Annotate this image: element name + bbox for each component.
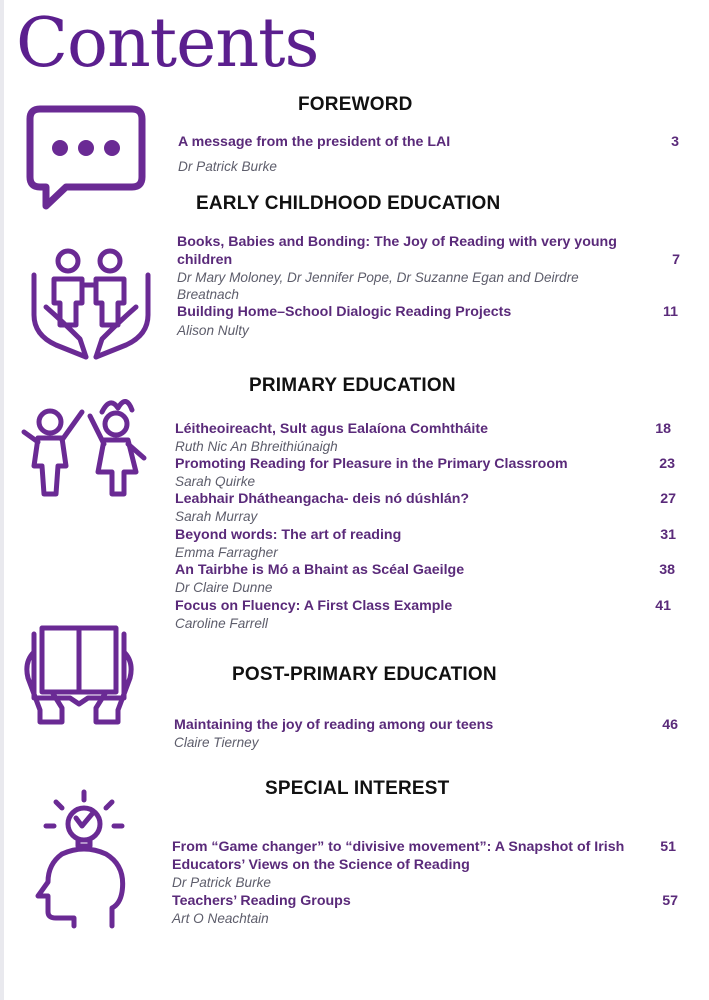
article-author: Claire Tierney — [174, 735, 259, 750]
page-title: Contents — [16, 4, 319, 83]
section-heading-primary: PRIMARY EDUCATION — [249, 375, 456, 396]
article-author: Alison Nulty — [177, 323, 249, 338]
open-book-hands-icon — [22, 622, 136, 726]
article-title[interactable]: Focus on Fluency: A First Class Example — [175, 598, 453, 614]
article-author: Dr Mary Moloney, Dr Jennifer Pope, Dr Suzanne Egan and Deirdre Breatnach — [177, 270, 579, 302]
article-author: Dr Patrick Burke — [172, 875, 271, 890]
head-lightbulb-icon — [34, 788, 134, 930]
article-author: Caroline Farrell — [175, 616, 268, 631]
article-page[interactable]: 57 — [662, 893, 678, 909]
article-page[interactable]: 11 — [663, 304, 678, 320]
speech-bubble-icon — [24, 104, 148, 212]
article-page[interactable]: 27 — [660, 491, 676, 507]
article-title[interactable]: A message from the president of the LAI — [178, 134, 451, 150]
article-author: Emma Farragher — [175, 545, 278, 560]
article-title[interactable]: Léitheoireacht, Sult agus Ealaíona Comhtháite — [175, 421, 488, 437]
family-hands-icon — [26, 245, 156, 363]
article-page[interactable]: 41 — [655, 598, 671, 614]
article-author: Dr Patrick Burke — [178, 159, 277, 174]
article-page[interactable]: 31 — [660, 527, 676, 543]
article-author: Art O Neachtain — [172, 911, 269, 926]
article-author: Dr Claire Dunne — [175, 580, 273, 595]
article-title[interactable]: An Tairbhe is Mó a Bhaint as Scéal Gaeilge — [175, 562, 465, 578]
article-page[interactable]: 3 — [671, 134, 679, 150]
section-heading-post-primary: POST-PRIMARY EDUCATION — [232, 664, 497, 685]
article-title[interactable]: Beyond words: The art of reading — [175, 527, 402, 543]
children-playing-icon — [20, 388, 150, 500]
section-heading-foreword: FOREWORD — [298, 94, 413, 115]
article-title[interactable]: Leabhair Dhátheangacha- deis nó dúshlán? — [175, 491, 470, 507]
article-page[interactable]: 38 — [659, 562, 675, 578]
article-title[interactable]: Maintaining the joy of reading among our teens — [174, 717, 494, 733]
page-edge — [0, 0, 4, 1000]
article-page[interactable]: 23 — [659, 456, 675, 472]
article-author: Sarah Murray — [175, 509, 258, 524]
section-heading-special-interest: SPECIAL INTEREST — [265, 778, 450, 799]
article-title[interactable]: Building Home–School Dialogic Reading Projects — [177, 304, 512, 320]
article-page[interactable]: 46 — [662, 717, 678, 733]
article-page[interactable]: 18 — [655, 421, 671, 437]
article-author: Ruth Nic An Bhreithiúnaigh — [175, 439, 338, 454]
article-author: Sarah Quirke — [175, 474, 256, 489]
article-page[interactable]: 51 — [660, 839, 676, 855]
article-title[interactable]: Promoting Reading for Pleasure in the Primary Classroom — [175, 456, 568, 472]
article-title[interactable]: Books, Babies and Bonding: The Joy of Reading with very young children — [177, 234, 617, 268]
article-page[interactable]: 7 — [672, 252, 680, 268]
article-title[interactable]: From “Game changer” to “divisive movement”: A Snapshot of Irish Educators’ Views on the Science of Reading — [172, 839, 625, 873]
section-heading-early-childhood: EARLY CHILDHOOD EDUCATION — [196, 193, 501, 214]
article-title[interactable]: Teachers’ Reading Groups — [172, 893, 351, 909]
